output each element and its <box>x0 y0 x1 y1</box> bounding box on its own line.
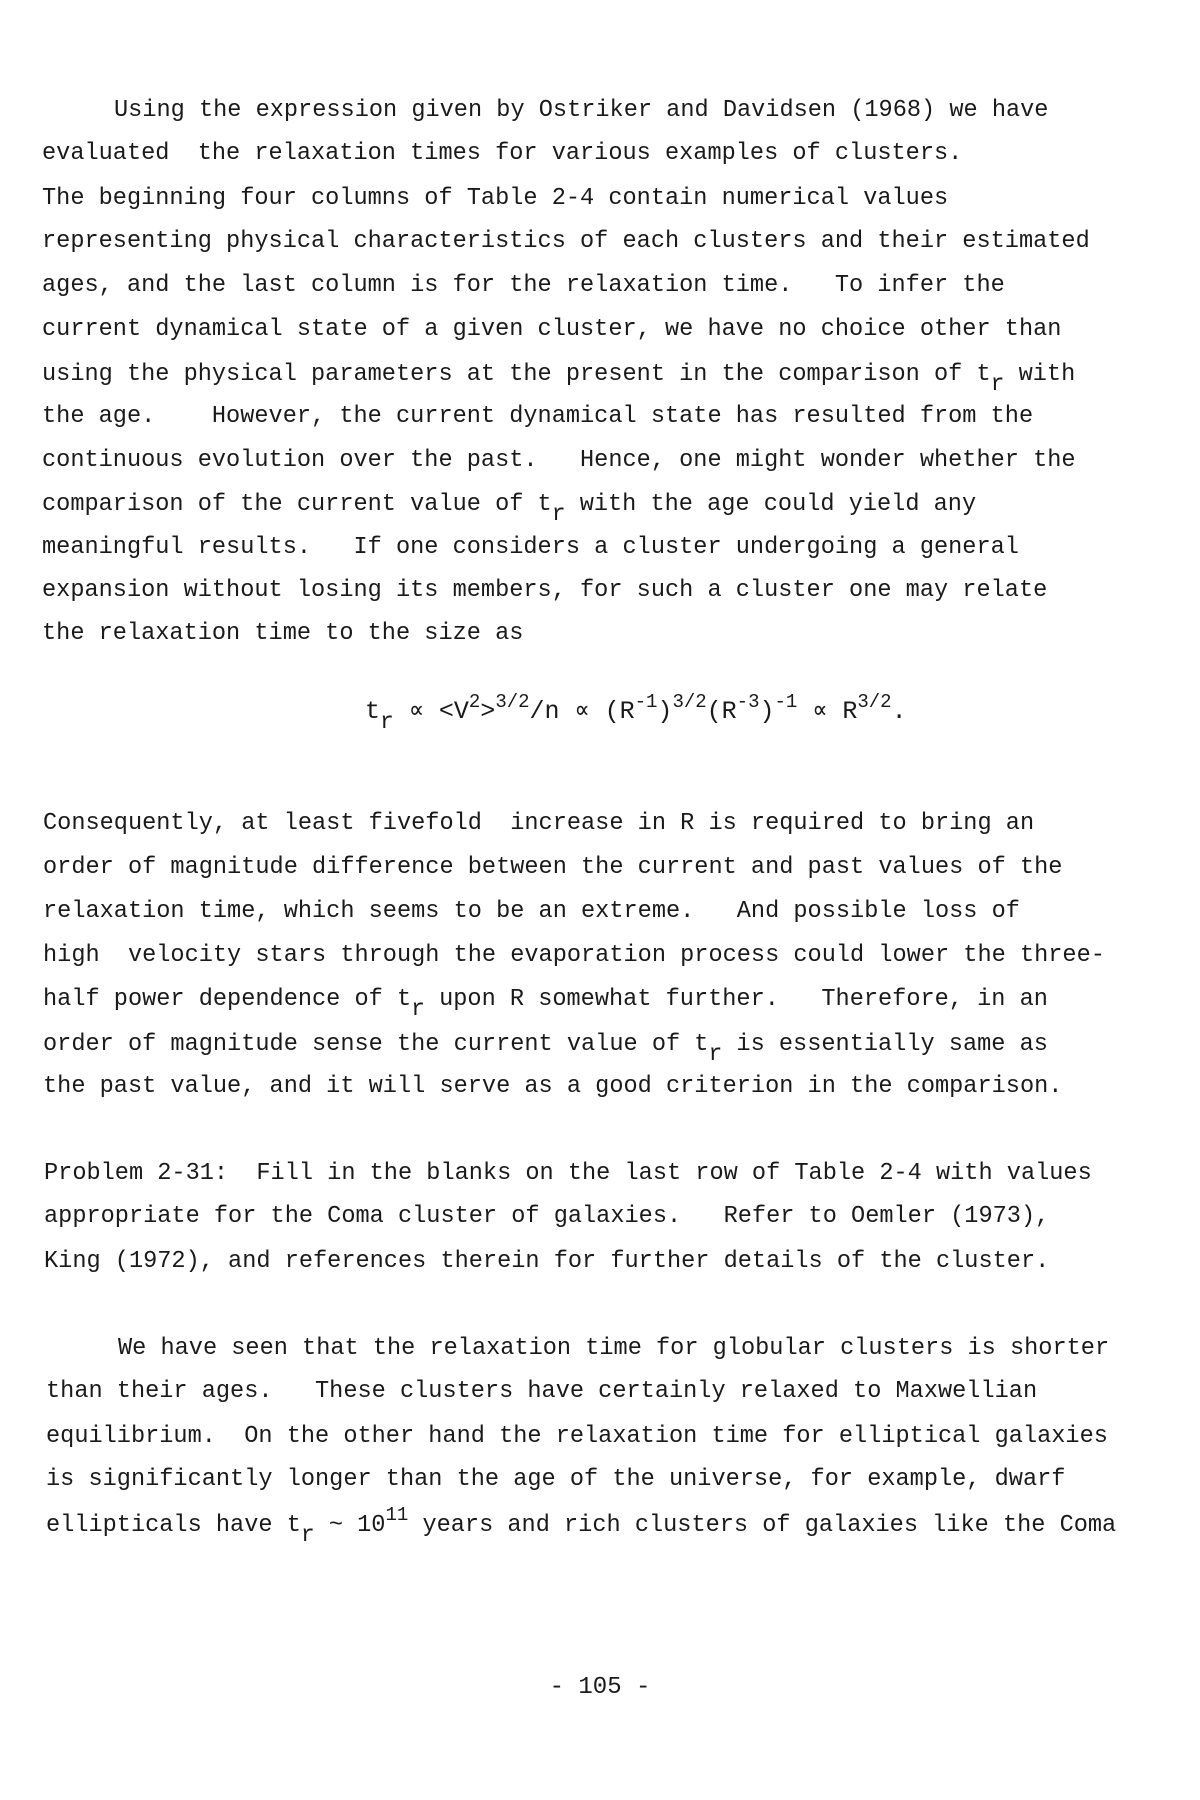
paragraph-consequently-line <box>43 985 1048 1022</box>
text-segment: Problem 2-31: Fill in the blanks on the last row of Table 2-4 with values <box>44 1160 1092 1187</box>
text-segment: the relaxation time to the size as <box>42 620 524 647</box>
paragraph-globular-clusters-line <box>118 1335 1109 1363</box>
superscript: -1 <box>634 691 658 713</box>
text-segment: t <box>365 697 381 726</box>
text-segment: with the age could yield any <box>565 491 977 518</box>
text-segment: The beginning four columns of Table 2-4 contain numerical values <box>42 185 949 212</box>
paragraph-consequently-line <box>43 854 1062 882</box>
paragraph-relaxation-times-line <box>42 140 962 168</box>
text-segment: Using the expression given by Ostriker and Davidsen (1968) we have <box>114 97 1049 124</box>
text-segment: is essentially same as <box>722 1031 1048 1058</box>
text-segment: comparison of the current value of t <box>42 491 552 518</box>
text-segment: with <box>1004 361 1076 388</box>
text-segment: Consequently, at least fivefold increase in R is required to bring an <box>43 810 1035 837</box>
text-segment: high velocity stars through the evaporation process could lower the three- <box>43 942 1105 969</box>
paragraph-relaxation-times-line <box>42 360 1076 397</box>
relaxation-time-equation <box>365 692 907 733</box>
text-segment: ~ 10 <box>314 1512 386 1539</box>
subscript: r <box>380 709 394 735</box>
paragraph-globular-clusters-line <box>46 1378 1037 1406</box>
text-segment: continuous evolution over the past. Hence, one might wonder whether the <box>42 447 1076 474</box>
paragraph-relaxation-times-line <box>42 620 523 648</box>
text-segment: representing physical characteristics of each clusters and their estimated <box>42 228 1090 255</box>
text-segment: ∝ <V <box>393 697 469 726</box>
text-segment: than their ages. These clusters have certainly relaxed to Maxwellian <box>46 1378 1038 1405</box>
paragraph-globular-clusters-line <box>46 1504 1117 1548</box>
text-segment: is significantly longer than the age of the universe, for example, dwarf <box>46 1466 1066 1493</box>
paragraph-globular-clusters-line <box>46 1423 1108 1451</box>
paragraph-consequently-line <box>43 1073 1062 1101</box>
text-segment: expansion without losing its members, for such a cluster one may relate <box>42 577 1048 604</box>
text-segment: ages, and the last column is for the relaxation time. To infer the <box>42 272 1005 299</box>
paragraph-consequently-line <box>43 898 1020 926</box>
superscript: -1 <box>774 691 798 713</box>
text-segment: equilibrium. On the other hand the relaxation time for elliptical galaxies <box>46 1423 1108 1450</box>
text-segment: (R <box>706 697 737 726</box>
text-segment: order of magnitude difference between the current and past values of the <box>43 854 1063 881</box>
superscript: 3/2 <box>857 691 892 713</box>
text-segment: using the physical parameters at the present in the comparison of t <box>42 361 991 388</box>
paragraph-relaxation-times-line <box>42 403 1033 431</box>
superscript: 11 <box>385 1504 409 1526</box>
paragraph-consequently-line <box>43 1030 1048 1067</box>
paragraph-relaxation-times-line <box>114 97 1048 125</box>
text-segment: appropriate for the Coma cluster of galaxies. Refer to Oemler (1973), <box>44 1203 1050 1230</box>
text-segment: meaningful results. If one considers a cluster undergoing a general <box>42 534 1019 561</box>
text-segment: the age. However, the current dynamical state has resulted from the <box>42 403 1034 430</box>
subscript: r <box>551 501 566 527</box>
text-segment: current dynamical state of a given cluster, we have no choice other than <box>42 316 1062 343</box>
page-number: - 105 - <box>549 1674 651 1701</box>
superscript: 3/2 <box>495 691 530 713</box>
text-segment: relaxation time, which seems to be an extreme. And possible loss of <box>43 898 1020 925</box>
text-segment: > <box>480 697 496 726</box>
text-segment: ) <box>759 697 775 726</box>
paragraph-relaxation-times-line <box>42 316 1061 344</box>
paragraph-consequently-line <box>43 942 1105 970</box>
subscript: r <box>990 371 1005 397</box>
superscript: 2 <box>468 691 481 713</box>
paragraph-consequently-line <box>43 810 1034 838</box>
text-segment: years and rich clusters of galaxies like the Coma <box>408 1512 1117 1539</box>
subscript: r <box>300 1522 315 1548</box>
text-segment: half power dependence of t <box>43 986 412 1013</box>
text-segment: King (1972), and references therein for further details of the cluster. <box>44 1248 1050 1275</box>
subscript: r <box>411 996 425 1022</box>
superscript: 3/2 <box>672 691 707 713</box>
text-segment: . <box>891 697 907 726</box>
text-segment: ∝ R <box>797 697 858 726</box>
text-segment: evaluated the relaxation times for various examples of clusters. <box>42 140 963 167</box>
problem-2-31-line <box>44 1203 1049 1231</box>
paragraph-relaxation-times-line <box>42 185 948 213</box>
problem-2-31-line <box>44 1248 1049 1276</box>
paragraph-relaxation-times-line <box>42 228 1090 256</box>
paragraph-relaxation-times-line <box>42 490 977 527</box>
paragraph-globular-clusters-line <box>46 1466 1065 1494</box>
paragraph-relaxation-times-line <box>42 534 1019 562</box>
subscript: r <box>708 1041 723 1067</box>
superscript: -3 <box>736 691 760 713</box>
paragraph-relaxation-times-line <box>42 447 1076 475</box>
text-segment: the past value, and it will serve as a good criterion in the comparison. <box>43 1073 1063 1100</box>
paragraph-relaxation-times-line <box>42 272 1005 300</box>
text-segment: ) <box>657 697 673 726</box>
text-segment: ellipticals have t <box>46 1512 301 1539</box>
paragraph-relaxation-times-line <box>42 577 1047 605</box>
text-segment: We have seen that the relaxation time for globular clusters is shorter <box>118 1335 1110 1362</box>
text-segment: upon R somewhat further. Therefore, in an <box>424 986 1048 1013</box>
text-segment: order of magnitude sense the current value of t <box>43 1031 709 1058</box>
problem-2-31-line <box>44 1160 1092 1188</box>
text-segment: /n ∝ (R <box>529 697 635 726</box>
